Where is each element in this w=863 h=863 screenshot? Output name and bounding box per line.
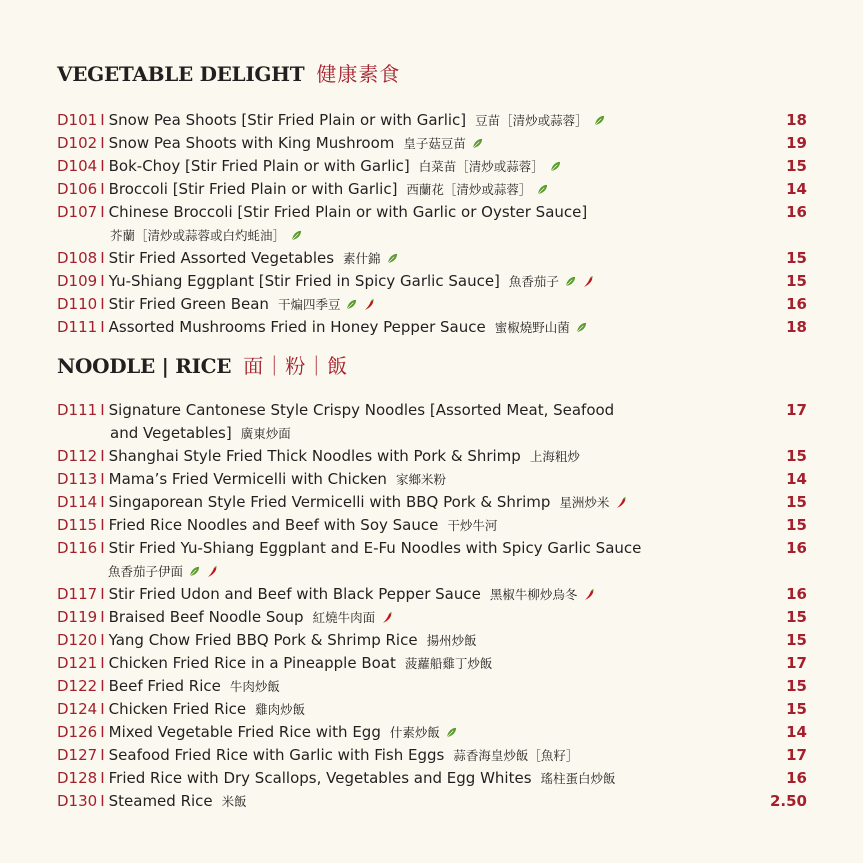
leaf-icon [446, 727, 457, 738]
menu-item [57, 744, 807, 767]
section-title-zh: 健康素食 [316, 62, 401, 86]
item-name-zh: 干煸四季豆 [277, 297, 341, 312]
item-separator: I [100, 585, 105, 603]
item-name-zh: 菠蘿船雞丁炒飯 [404, 656, 493, 671]
menu-item [57, 270, 807, 293]
item-separator: I [100, 401, 105, 419]
section-title-vegetable [57, 58, 400, 87]
item-separator: I [100, 134, 105, 152]
item-price: 16 [786, 295, 807, 313]
item-separator: I [100, 203, 105, 221]
item-price: 15 [786, 677, 807, 695]
item-name: Seafood Fried Rice with Garlic with Fish Eggs [108, 746, 445, 764]
item-name-zh: 米飯 [221, 794, 247, 809]
item-name: Braised Beef Noodle Soup [108, 608, 304, 626]
item-name-zh: 家鄉米粉 [395, 472, 446, 487]
item-name-zh: 芥蘭［清炒或蒜蓉或白灼蚝油］ [110, 228, 286, 243]
item-separator: I [100, 318, 105, 336]
chili-icon [381, 612, 393, 624]
item-price: 14 [786, 723, 807, 741]
item-price: 18 [786, 318, 807, 336]
item-name: Yang Chow Fried BBQ Pork & Shrimp Rice [108, 631, 418, 649]
item-code: D126 [57, 723, 98, 741]
item-name: Fried Rice with Dry Scallops, Vegetables and Egg Whites [108, 769, 532, 787]
item-name-zh: 素什錦 [343, 251, 381, 266]
item-name: Snow Pea Shoots with King Mushroom [108, 134, 395, 152]
item-name-zh: 紅燒牛肉面 [312, 610, 376, 625]
item-code: D115 [57, 516, 98, 534]
item-separator: I [100, 654, 105, 672]
item-name: Stir Fried Udon and Beef with Black Pepper Sauce [108, 585, 481, 603]
item-separator: I [100, 111, 105, 129]
menu-item-continuation [57, 224, 807, 247]
item-name: Stir Fried Yu-Shiang Eggplant and E-Fu Noodles with Spicy Garlic Sauce [108, 539, 642, 557]
item-name: Broccoli [Stir Fried Plain or with Garlic] [108, 180, 398, 198]
item-price: 19 [786, 134, 807, 152]
item-separator: I [100, 272, 105, 290]
item-price: 15 [786, 249, 807, 267]
item-name: Stir Fried Assorted Vegetables [108, 249, 335, 267]
item-name-zh: 什素炒飯 [389, 725, 440, 740]
menu-item [57, 178, 807, 201]
section-title-en: NOODLE | RICE [57, 354, 232, 378]
menu-item [57, 514, 807, 537]
item-name: Snow Pea Shoots [Stir Fried Plain or with Garlic] [108, 111, 467, 129]
menu-item [57, 629, 807, 652]
menu-item [57, 316, 807, 339]
item-price: 14 [786, 180, 807, 198]
item-code: D109 [57, 272, 98, 290]
item-price: 15 [786, 608, 807, 626]
menu-item [57, 675, 807, 698]
item-price: 15 [786, 447, 807, 465]
item-price: 18 [786, 111, 807, 129]
item-separator: I [100, 249, 105, 267]
item-name: Shanghai Style Fried Thick Noodles with Pork & Shrimp [108, 447, 521, 465]
menu-item [57, 109, 807, 132]
item-separator: I [100, 516, 105, 534]
chili-icon [363, 299, 375, 311]
menu-item [57, 721, 807, 744]
item-code: D110 [57, 295, 98, 313]
chili-icon [582, 276, 594, 288]
item-name-zh: 蒜香海皇炒飯［魚籽］ [453, 748, 579, 763]
item-code: D119 [57, 608, 98, 626]
item-price: 17 [786, 401, 807, 419]
item-name-zh: 瑤柱蛋白炒飯 [540, 771, 616, 786]
leaf-icon [550, 161, 561, 172]
item-code: D117 [57, 585, 98, 603]
section-title-en: VEGETABLE DELIGHT [57, 62, 305, 86]
item-separator: I [100, 746, 105, 764]
section-title-noodle-rice [57, 350, 348, 379]
menu-item [57, 537, 807, 560]
item-separator: I [100, 608, 105, 626]
item-name: Stir Fried Green Bean [108, 295, 269, 313]
item-name: Chinese Broccoli [Stir Fried Plain or with Garlic or Oyster Sauce] [108, 203, 588, 221]
item-price: 15 [786, 493, 807, 511]
item-name: Assorted Mushrooms Fried in Honey Pepper Sauce [108, 318, 486, 336]
item-price: 16 [786, 585, 807, 603]
menu-item [57, 155, 807, 178]
item-price: 16 [786, 539, 807, 557]
leaf-icon [537, 184, 548, 195]
item-name: Fried Rice Noodles and Beef with Soy Sauce [108, 516, 439, 534]
item-name-zh: 黑椒牛柳炒烏冬 [489, 587, 578, 602]
item-price: 14 [786, 470, 807, 488]
item-code: D121 [57, 654, 98, 672]
item-price: 15 [786, 157, 807, 175]
menu-item [57, 445, 807, 468]
item-code: D120 [57, 631, 98, 649]
menu-item [57, 606, 807, 629]
item-name-zh: 白菜苗［清炒或蒜蓉］ [418, 159, 544, 174]
item-separator: I [100, 700, 105, 718]
menu-item [57, 468, 807, 491]
leaf-icon [594, 115, 605, 126]
item-code: D104 [57, 157, 98, 175]
item-separator: I [100, 769, 105, 787]
item-code: D128 [57, 769, 98, 787]
item-code: D111 [57, 318, 98, 336]
item-separator: I [100, 631, 105, 649]
menu-item [57, 132, 807, 155]
item-separator: I [100, 295, 105, 313]
item-name-zh: 魚香茄子伊面 [108, 564, 184, 579]
item-separator: I [100, 157, 105, 175]
item-name-zh: 上海粗炒 [529, 449, 580, 464]
item-price: 16 [786, 203, 807, 221]
menu-item [57, 399, 807, 422]
item-code: D112 [57, 447, 98, 465]
chili-icon [583, 589, 595, 601]
item-name-zh: 雞肉炒飯 [255, 702, 306, 717]
item-code: D122 [57, 677, 98, 695]
item-name: Yu-Shiang Eggplant [Stir Fried in Spicy Garlic Sauce] [108, 272, 500, 290]
chili-icon [206, 566, 218, 578]
item-code: D127 [57, 746, 98, 764]
leaf-icon [346, 299, 357, 310]
section-title-zh: 面｜粉｜飯 [243, 354, 349, 378]
item-price: 15 [786, 700, 807, 718]
item-name: Signature Cantonese Style Crispy Noodles [Assorted Meat, Seafood [108, 401, 615, 419]
item-name: Bok-Choy [Stir Fried Plain or with Garlic] [108, 157, 410, 175]
item-code: D116 [57, 539, 98, 557]
item-price: 17 [786, 746, 807, 764]
item-separator: I [100, 447, 105, 465]
item-separator: I [100, 470, 105, 488]
item-name-zh: 皇子菇豆苗 [403, 136, 466, 151]
item-name: Mixed Vegetable Fried Rice with Egg [108, 723, 381, 741]
item-name-zh: 星洲炒米 [559, 495, 610, 510]
menu-item [57, 247, 807, 270]
item-name: Beef Fried Rice [108, 677, 221, 695]
item-name-zh: 揚州炒飯 [426, 633, 477, 648]
item-price: 2.50 [769, 792, 807, 810]
item-code: D106 [57, 180, 98, 198]
chili-icon [615, 497, 627, 509]
menu-item [57, 491, 807, 514]
item-code: D101 [57, 111, 98, 129]
menu-list-vegetable [57, 109, 807, 339]
item-price: 17 [786, 654, 807, 672]
item-separator: I [100, 723, 105, 741]
item-name-zh: 干炒牛河 [447, 518, 498, 533]
menu-item-continuation [57, 422, 807, 445]
item-name: Mama’s Fried Vermicelli with Chicken [108, 470, 387, 488]
item-name: Chicken Fried Rice in a Pineapple Boat [108, 654, 396, 672]
menu-item [57, 583, 807, 606]
item-separator: I [100, 493, 105, 511]
item-name-zh: 豆苗［清炒或蒜蓉］ [475, 113, 588, 128]
item-price: 15 [786, 516, 807, 534]
item-code: D114 [57, 493, 98, 511]
menu-item [57, 201, 807, 224]
item-code: D113 [57, 470, 98, 488]
item-code: D107 [57, 203, 98, 221]
leaf-icon [472, 138, 483, 149]
item-separator: I [100, 539, 105, 557]
item-code: D130 [57, 792, 98, 810]
menu-item [57, 652, 807, 675]
item-name-zh: 西蘭花［清炒或蒜蓉］ [406, 182, 532, 197]
item-price: 16 [786, 769, 807, 787]
leaf-icon [189, 566, 200, 577]
menu-item [57, 698, 807, 721]
item-name-continued: and Vegetables] [110, 424, 232, 442]
item-separator: I [100, 792, 105, 810]
menu-item [57, 790, 807, 813]
leaf-icon [387, 253, 398, 264]
menu-item-continuation [57, 560, 807, 583]
item-name: Singaporean Style Fried Vermicelli with BBQ Pork & Shrimp [108, 493, 551, 511]
item-name-zh: 牛肉炒飯 [229, 679, 280, 694]
item-name-zh: 廣東炒面 [240, 426, 291, 441]
menu-list-noodle-rice [57, 399, 807, 813]
item-code: D111 [57, 401, 98, 419]
item-separator: I [100, 677, 105, 695]
item-name: Chicken Fried Rice [108, 700, 247, 718]
item-code: D108 [57, 249, 98, 267]
item-price: 15 [786, 631, 807, 649]
leaf-icon [291, 230, 302, 241]
menu-item [57, 767, 807, 790]
leaf-icon [565, 276, 576, 287]
item-name-zh: 魚香茄子 [508, 274, 559, 289]
item-name-zh: 蜜椒燒野山菌 [494, 320, 570, 335]
item-separator: I [100, 180, 105, 198]
item-code: D124 [57, 700, 98, 718]
item-code: D102 [57, 134, 98, 152]
item-name: Steamed Rice [108, 792, 213, 810]
menu-item [57, 293, 807, 316]
item-price: 15 [786, 272, 807, 290]
leaf-icon [576, 322, 587, 333]
